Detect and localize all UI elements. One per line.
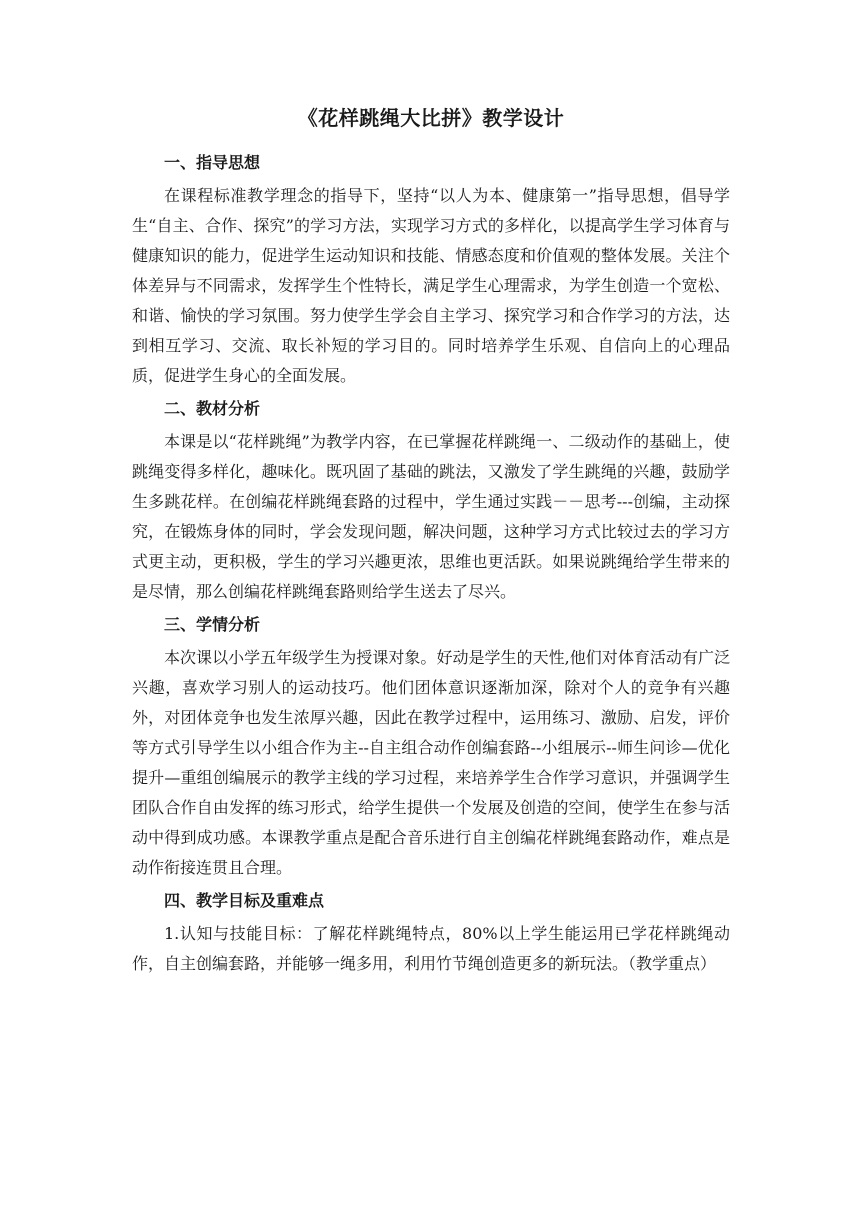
document-body: [132, 104, 730, 979]
section-heading: 一、指导思想: [164, 153, 261, 172]
paragraph: 本次课以小学五年级学生为授课对象。好动是学生的天性,他们对体育活动有广泛兴趣，喜欢学习别人的运动技巧。他们团体意识逐渐加深，除对个人的竞争有兴趣外，对团体竞争也发生浓厚兴趣，因此在教学过程中，运用练习、激励、启发，评价等方式引导学生以小组合作为主--自主组合动作创编套路--小组展示--师生问诊—优化提升—重组创编展示的教学主线的学习过程，来培养学生合作学习意识，并强调学生团队合作自由发挥的练习形式，给学生提供一个发展及创造的空间，使学生在参与活动中得到成功感。本课教学重点是配合音乐进行自主创编花样跳绳套路动作，难点是动作衔接连贯且合理。: [132, 648, 730, 877]
paragraph: 本课是以“花样跳绳”为教学内容，在已掌握花样跳绳一、二级动作的基础上，使跳绳变得多样化，趣味化。既巩固了基础的跳法，又激发了学生跳绳的兴趣，鼓励学生多跳花样。在创编花样跳绳套路的过程中，学生通过实践－－思考---创编，主动探究，在锻炼身体的同时，学会发现问题，解决问题，这种学习方式比较过去的学习方式更主动，更积极，学生的学习兴趣更浓，思维也更活跃。如果说跳绳给学生带来的是尽情，那么创编花样跳绳套路则给学生送去了尽兴。: [132, 432, 730, 601]
document-title: 《花样跳绳大比拼》教学设计: [297, 106, 565, 130]
section-heading: 二、教材分析: [164, 399, 261, 418]
paragraph: 在课程标准教学理念的指导下，坚持“以人为本、健康第一”指导思想，倡导学生“自主、合作、探究”的学习方法，实现学习方式的多样化，以提高学生学习体育与健康知识的能力，促进学生运动知识和技能、情感态度和价值观的整体发展。关注个体差异与不同需求，发挥学生个性特长，满足学生心理需求，为学生创造一个宽松、和谐、愉快的学习氛围。努力使学生学会自主学习、探究学习和合作学习的方法，达到相互学习、交流、取长补短的学习目的。同时培养学生乐观、自信向上的心理品质，促进学生身心的全面发展。: [132, 186, 730, 385]
section-textbook-analysis: [132, 391, 730, 607]
section-guiding-ideology: [132, 145, 730, 391]
paragraph: 1.认知与技能目标：了解花样跳绳特点，80%以上学生能运用已学花样跳绳动作，自主创编套路，并能够一绳多用，利用竹节绳创造更多的新玩法。（教学重点）: [132, 924, 730, 973]
section-student-analysis: [132, 607, 730, 883]
section-heading: 三、学情分析: [164, 615, 261, 634]
section-heading: 四、教学目标及重难点: [164, 891, 325, 910]
section-teaching-objectives: [132, 883, 730, 979]
